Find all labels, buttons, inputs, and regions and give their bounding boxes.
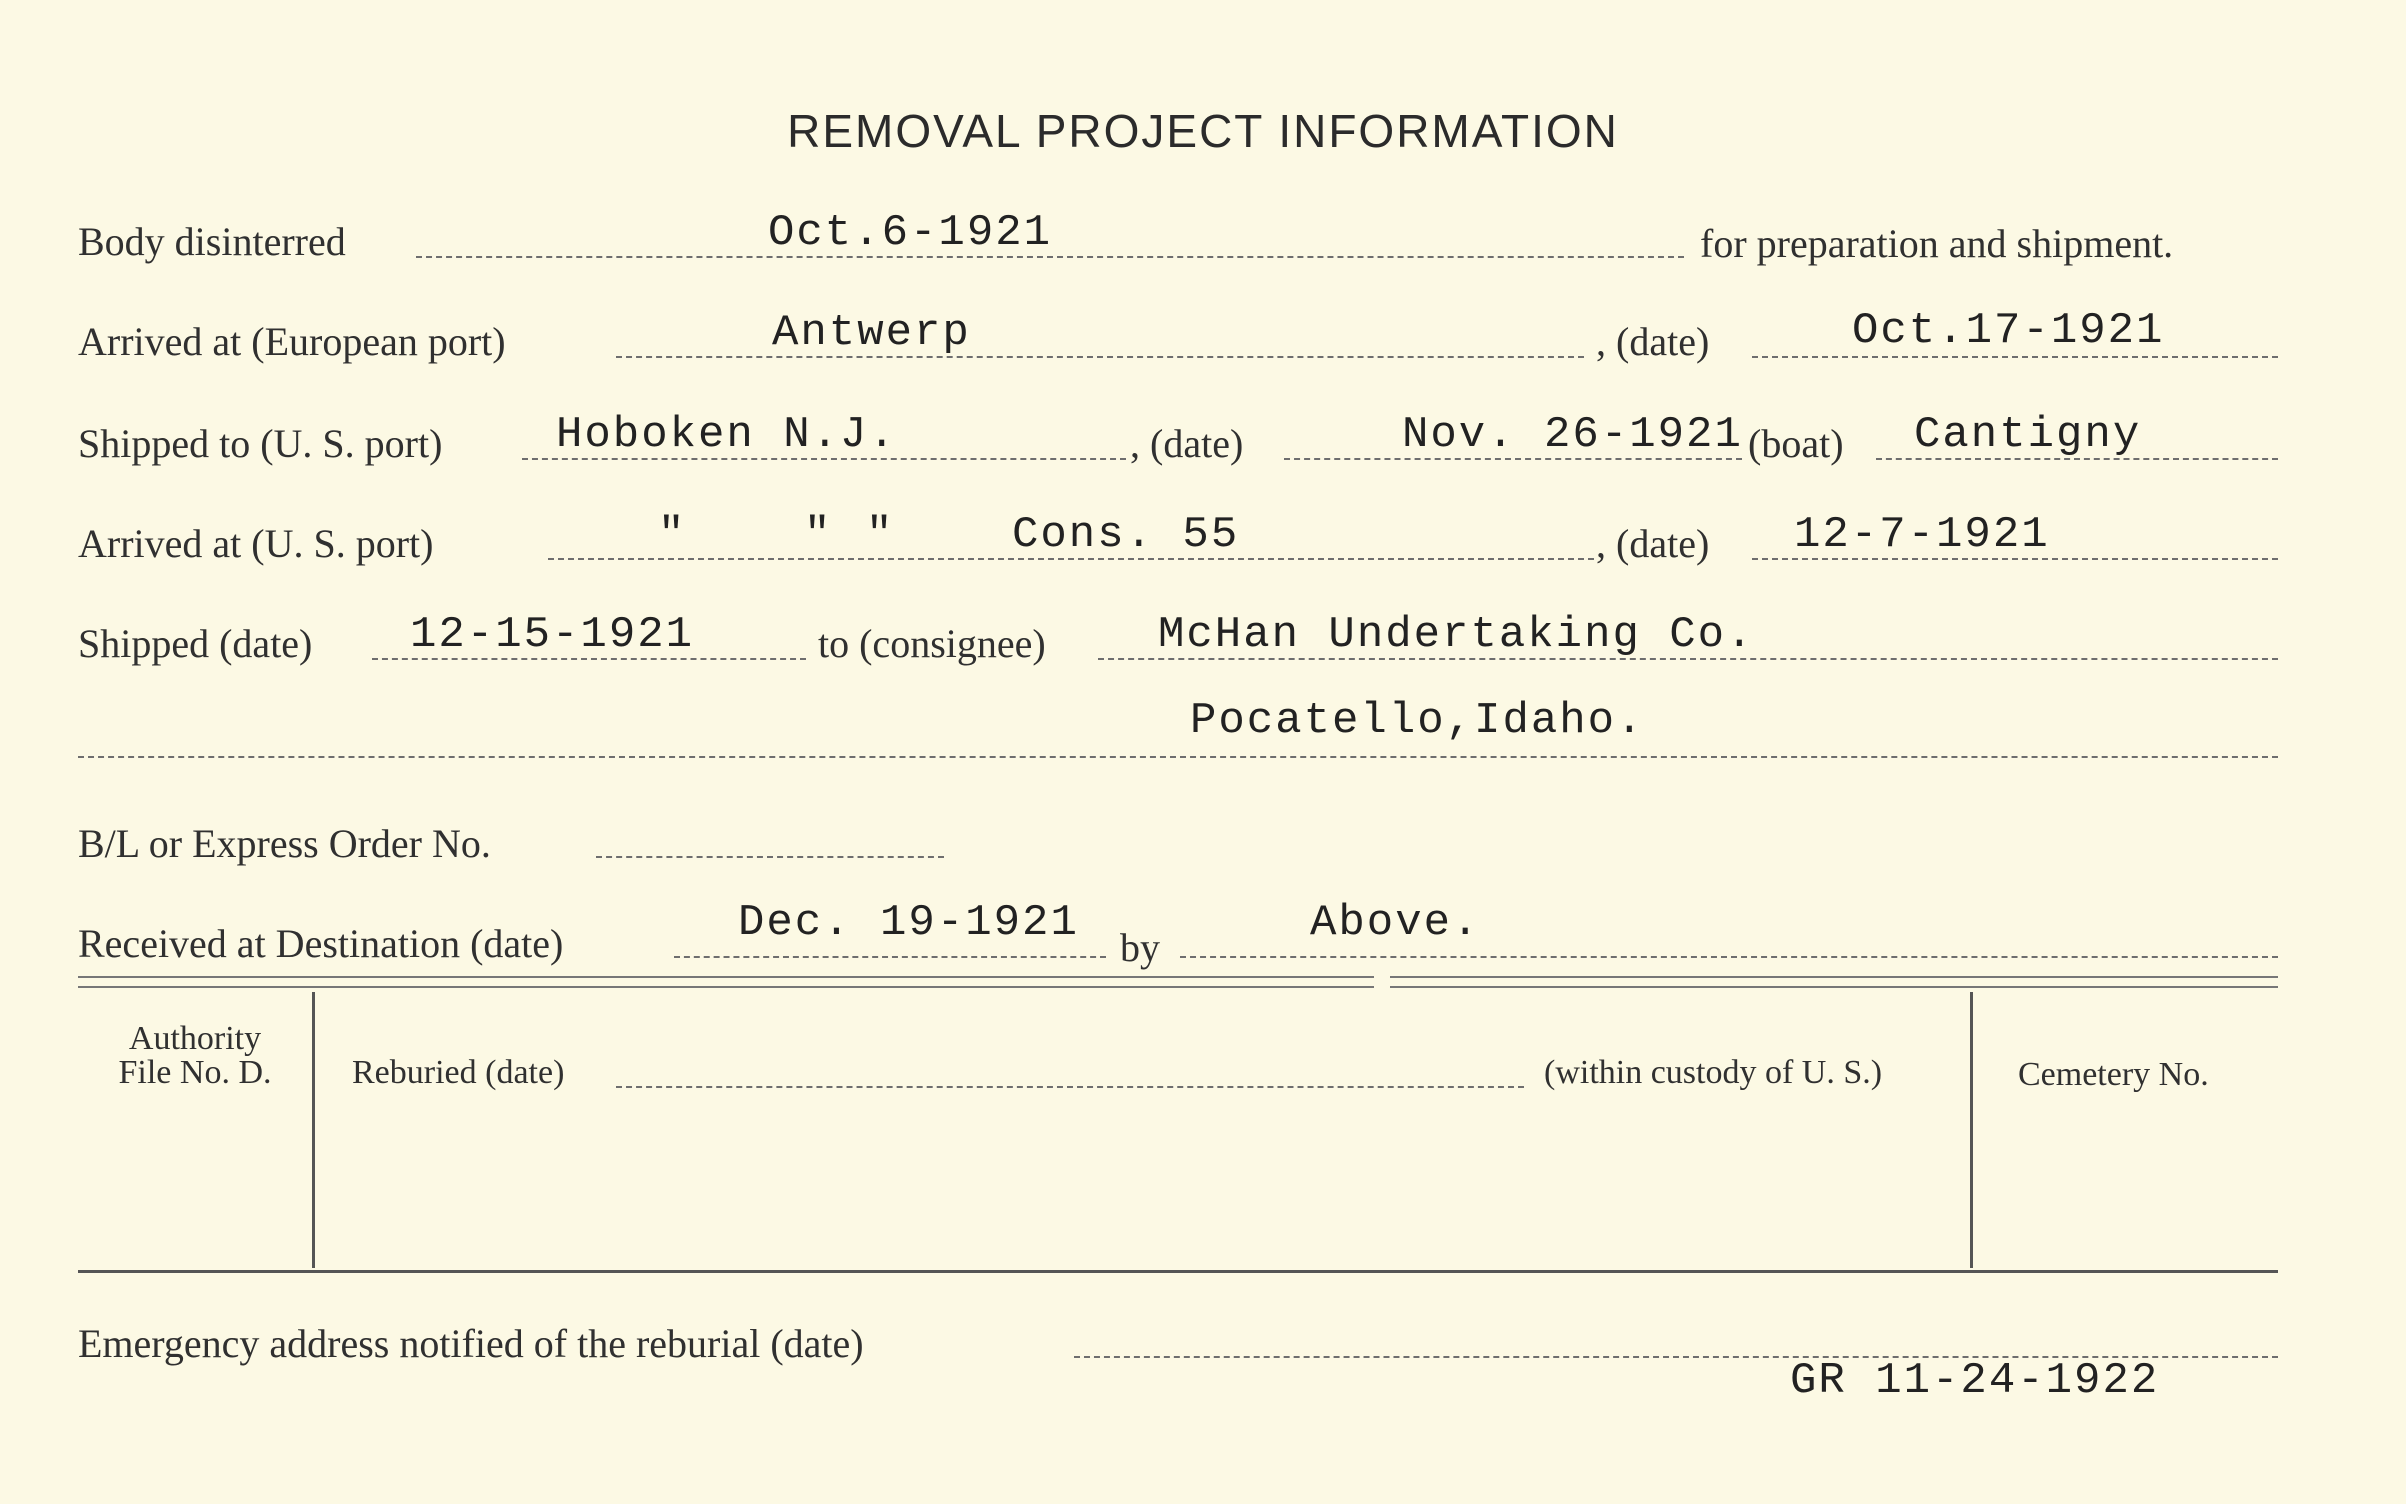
table-bottom-rule bbox=[78, 1270, 2278, 1273]
us-port-arrived-date-value: 12-7-1921 bbox=[1794, 510, 2050, 560]
us-port-arrived-value: Cons. 55 bbox=[1012, 510, 1240, 560]
received-destination-value: Dec. 19-1921 bbox=[738, 898, 1079, 948]
authority-label-line2: File No. D. bbox=[118, 1054, 272, 1091]
consignee-address-value: Pocatello,Idaho. bbox=[1190, 696, 1645, 746]
ditto-mark-1: " bbox=[658, 510, 687, 560]
received-by-label: by bbox=[1120, 925, 1160, 970]
european-port-date-line bbox=[1752, 356, 2278, 358]
emergency-address-label: Emergency address notified of the reburial (date) bbox=[78, 1321, 864, 1366]
shipped-date-label: Shipped (date) bbox=[78, 621, 313, 666]
received-by-line bbox=[1180, 956, 2278, 958]
table-top-rule-left-b bbox=[78, 986, 1374, 988]
european-port-line bbox=[616, 356, 1584, 358]
table-top-rule-left-a bbox=[78, 976, 1374, 978]
us-port-shipped-date-label: , (date) bbox=[1130, 421, 1244, 466]
custody-suffix: (within custody of U. S.) bbox=[1544, 1054, 1883, 1091]
table-top-rule-right-b bbox=[1390, 986, 2278, 988]
received-by-value: Above. bbox=[1310, 898, 1481, 948]
european-port-date-value: Oct.17-1921 bbox=[1852, 306, 2165, 356]
body-disinterred-label: Body disinterred bbox=[78, 219, 346, 264]
ditto-mark-2: " bbox=[804, 510, 833, 560]
card-title: REMOVAL PROJECT INFORMATION bbox=[787, 105, 1619, 157]
consignee-value: McHan Undertaking Co. bbox=[1158, 610, 1755, 660]
us-port-shipped-label: Shipped to (U. S. port) bbox=[78, 421, 443, 466]
european-port-date-label: , (date) bbox=[1596, 319, 1710, 364]
us-port-arrived-label: Arrived at (U. S. port) bbox=[78, 521, 434, 566]
us-port-shipped-date-value: Nov. 26-1921 bbox=[1402, 410, 1743, 460]
authority-label-line1: Authority bbox=[128, 1020, 262, 1057]
european-port-label: Arrived at (European port) bbox=[78, 319, 506, 364]
boat-label: (boat) bbox=[1748, 421, 1844, 466]
reburied-label: Reburied (date) bbox=[352, 1054, 565, 1091]
bl-order-line bbox=[596, 856, 944, 858]
shipped-date-value: 12-15-1921 bbox=[410, 610, 695, 660]
us-port-shipped-value: Hoboken N.J. bbox=[556, 410, 897, 460]
consignee-address-line bbox=[78, 756, 2278, 758]
consignee-label: to (consignee) bbox=[818, 621, 1046, 666]
body-disinterred-value: Oct.6-1921 bbox=[768, 208, 1053, 258]
table-top-rule-right-a bbox=[1390, 976, 2278, 978]
table-divider-2 bbox=[1970, 992, 1973, 1268]
body-disinterred-suffix: for preparation and shipment. bbox=[1700, 221, 2174, 266]
european-port-value: Antwerp bbox=[772, 308, 971, 358]
emergency-address-value: GR 11-24-1922 bbox=[1790, 1356, 2160, 1406]
ditto-mark-3: " bbox=[866, 510, 895, 560]
boat-value: Cantigny bbox=[1914, 410, 2142, 460]
table-divider-1 bbox=[312, 992, 315, 1268]
reburied-line bbox=[616, 1086, 1524, 1088]
bl-order-label: B/L or Express Order No. bbox=[78, 821, 491, 866]
received-destination-line bbox=[674, 956, 1106, 958]
received-destination-label: Received at Destination (date) bbox=[78, 921, 564, 966]
cemetery-label: Cemetery No. bbox=[2018, 1056, 2209, 1093]
us-port-arrived-date-label: , (date) bbox=[1596, 521, 1710, 566]
